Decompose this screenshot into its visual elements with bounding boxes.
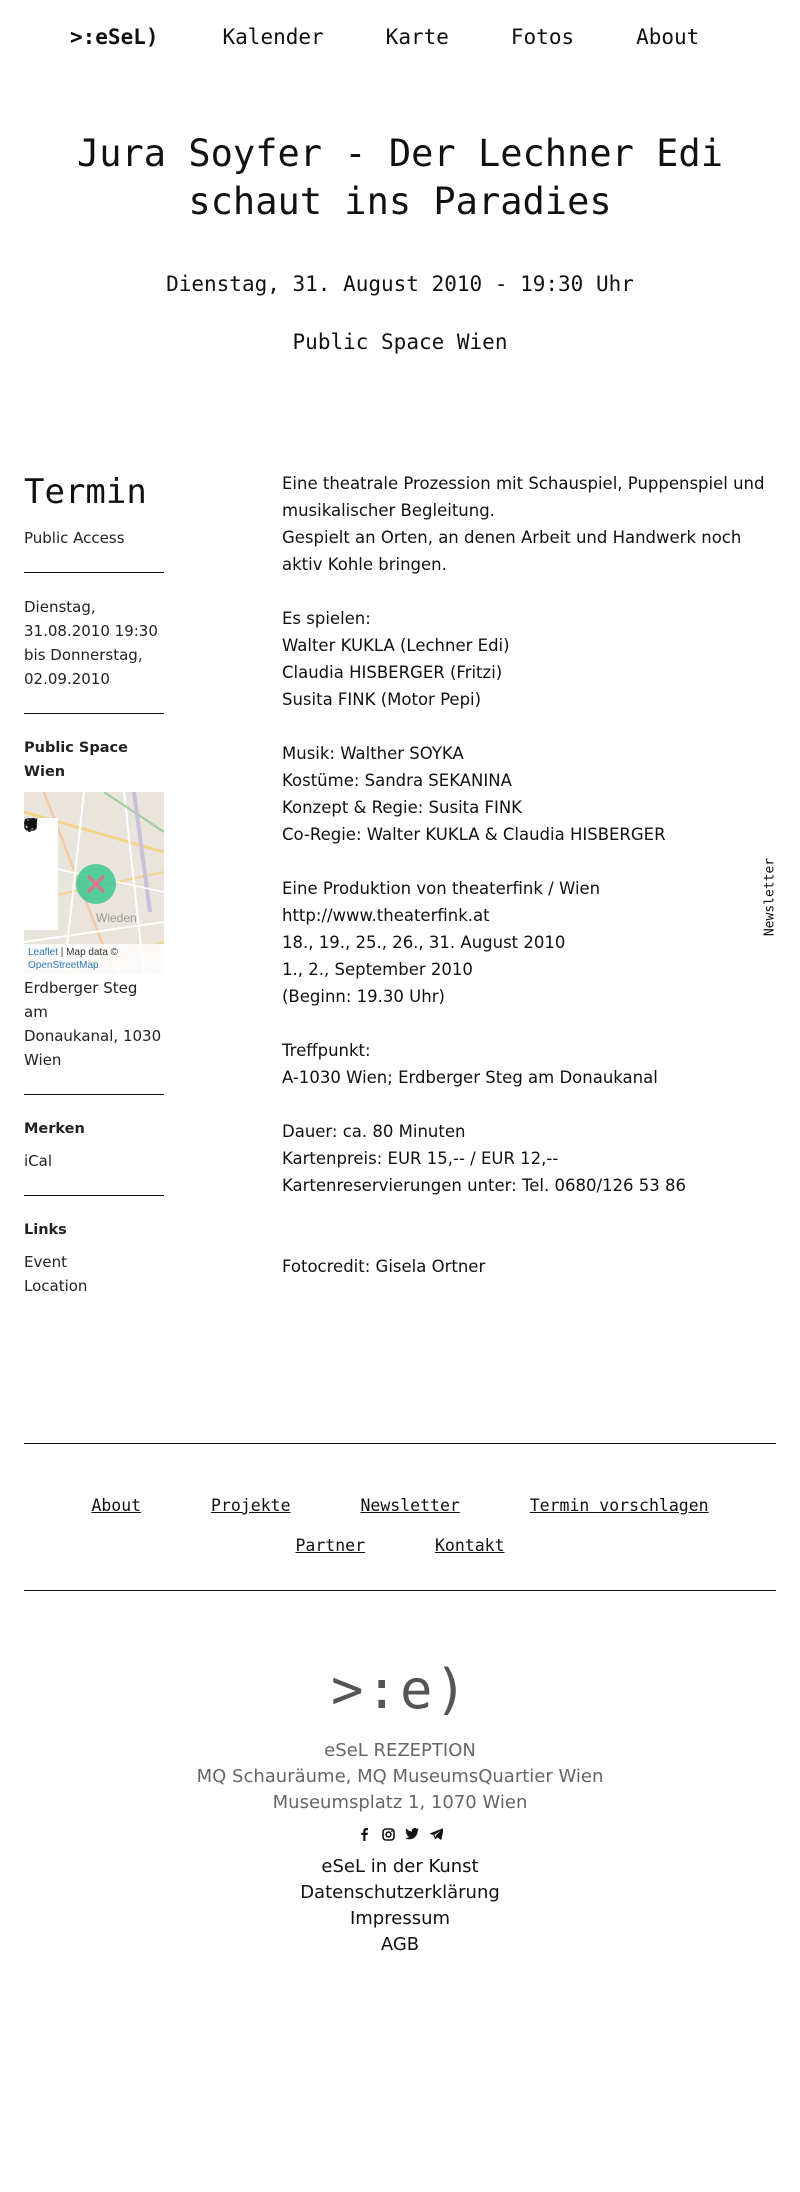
footer-link-impressum[interactable]: Impressum: [349, 1908, 451, 1929]
footer-link-projekte[interactable]: Projekte: [211, 1496, 291, 1515]
text-line: Susita FINK (Motor Pepi): [282, 690, 482, 709]
main-nav: [70, 22, 730, 52]
date-line: Dienstag,: [24, 598, 96, 616]
location-title-line: Public Space: [24, 740, 128, 756]
footer-link-esel-kunst[interactable]: eSeL in der Kunst: [321, 1856, 479, 1877]
event-date: Dienstag, 31. August 2010 - 19:30 Uhr: [166, 272, 634, 296]
text-line: 18., 19., 25., 26., 31. August 2010: [282, 933, 566, 952]
social-share-strip: [24, 818, 58, 930]
location-address: [24, 976, 164, 1072]
text-line: Es spielen:: [282, 609, 371, 628]
text-line: Eine Produktion von theaterfink / Wien: [282, 879, 601, 898]
text-line: Kartenpreis: EUR 15,-- / EUR 12,--: [282, 1149, 559, 1168]
text-line: Claudia HISBERGER (Fritzi): [282, 663, 503, 682]
footer-link-termin-vorschlagen[interactable]: Termin vorschlagen: [529, 1496, 709, 1515]
osm-link[interactable]: OpenStreetMap: [28, 960, 99, 971]
map-district-label: Wieden: [96, 911, 137, 925]
instagram-icon[interactable]: [380, 1826, 396, 1842]
footer-rule-bottom: [24, 1590, 776, 1591]
twitter-icon[interactable]: [33, 879, 49, 895]
text-line: aktiv Kohle bringen.: [282, 555, 447, 574]
nav-item-karte[interactable]: Karte: [385, 25, 449, 49]
text-line: Treffpunkt:: [282, 1041, 371, 1060]
paragraph-tickets: [282, 1118, 782, 1199]
footer-link-about[interactable]: About: [91, 1496, 142, 1515]
text-line: Eine theatrale Prozession mit Schauspiel, Puppenspiel und: [282, 474, 765, 493]
location-link[interactable]: Location: [24, 1277, 88, 1295]
paragraph-meeting-point: [282, 1037, 782, 1091]
divider: [24, 572, 164, 573]
footer-link-newsletter[interactable]: Newsletter: [360, 1496, 460, 1515]
event-venue: Public Space Wien: [292, 330, 508, 354]
location-title-line: Wien: [24, 764, 66, 780]
leaflet-link[interactable]: Leaflet: [28, 947, 59, 958]
location-map[interactable]: [24, 792, 164, 974]
divider: [24, 713, 164, 714]
merken-title: Merken: [24, 1121, 85, 1137]
text-line: (Beginn: 19.30 Uhr): [282, 987, 445, 1006]
event-sidebar: [24, 470, 164, 1298]
footer-link-partner[interactable]: Partner: [295, 1536, 366, 1555]
divider: [24, 1195, 164, 1196]
text-line: Co-Regie: Walter KUKLA & Claudia HISBERGER: [282, 825, 666, 844]
date-line: 31.08.2010 19:30: [24, 622, 158, 640]
footer-links-row: [24, 1486, 776, 1526]
telegram-icon[interactable]: [33, 904, 49, 920]
footer-legal: [0, 1854, 800, 1958]
text-line: 1., 2., September 2010: [282, 960, 473, 979]
production-url[interactable]: http://www.theaterfink.at: [282, 906, 490, 925]
instagram-icon[interactable]: [33, 854, 49, 870]
footer-link-kontakt[interactable]: Kontakt: [434, 1536, 505, 1555]
footer-links-row: [24, 1526, 776, 1566]
paragraph-photo-credit: [282, 1253, 782, 1280]
access-label: Public Access: [24, 529, 125, 547]
twitter-icon[interactable]: [404, 1826, 420, 1842]
paragraph-intro: [282, 470, 782, 578]
divider: [24, 1094, 164, 1095]
address-line: Erdberger Steg am: [24, 979, 138, 1021]
footer-link-datenschutz[interactable]: Datenschutzerklärung: [300, 1882, 500, 1903]
ical-link[interactable]: iCal: [24, 1152, 53, 1170]
footer-logo: >:e): [330, 1658, 470, 1721]
telegram-icon[interactable]: [428, 1826, 444, 1842]
date-line: 02.09.2010: [24, 670, 110, 688]
map-attribution: [24, 944, 164, 974]
text-line: Konzept & Regie: Susita FINK: [282, 798, 523, 817]
text-line: A-1030 Wien; Erdberger Steg am Donaukanal: [282, 1068, 658, 1087]
location-title: [24, 736, 164, 784]
event-link[interactable]: Event: [24, 1253, 67, 1271]
text-line: Musik: Walther SOYKA: [282, 744, 464, 763]
paragraph-production: [282, 875, 782, 1010]
address-line: Donaukanal, 1030: [24, 1027, 162, 1045]
address-line: Wien: [24, 1051, 62, 1069]
nav-item-about[interactable]: About: [636, 25, 700, 49]
footer-links: [24, 1486, 776, 1566]
newsletter-side-tab[interactable]: [758, 855, 782, 939]
event-date-range: [24, 595, 164, 691]
address-line: MQ Schauräume, MQ MuseumsQuartier Wien: [196, 1766, 604, 1787]
footer-rule-top: [24, 1443, 776, 1444]
text-line: musikalischer Begleitung.: [282, 501, 495, 520]
paragraph-cast: [282, 605, 782, 713]
facebook-icon[interactable]: [356, 1826, 372, 1842]
text-line: Kartenreservierungen unter: Tel. 0680/126 53 86: [282, 1176, 686, 1195]
attribution-text: | Map data ©: [58, 947, 119, 958]
text-line: Dauer: ca. 80 Minuten: [282, 1122, 466, 1141]
footer-address: [0, 1738, 800, 1816]
sidebar-heading: Termin: [24, 472, 147, 512]
address-line: eSeL REZEPTION: [324, 1740, 476, 1761]
nav-item-kalender[interactable]: Kalender: [222, 25, 324, 49]
paragraph-credits: [282, 740, 782, 848]
nav-item-fotos[interactable]: Fotos: [510, 25, 575, 49]
footer-link-agb[interactable]: AGB: [380, 1934, 420, 1955]
text-line: Kostüme: Sandra SEKANINA: [282, 771, 512, 790]
text-line: Walter KUKLA (Lechner Edi): [282, 636, 510, 655]
text-line: Fotocredit: Gisela Ortner: [282, 1257, 486, 1276]
links-title: Links: [24, 1222, 67, 1238]
event-description: [282, 470, 782, 1280]
newsletter-side-tab-label: Newsletter: [762, 857, 778, 937]
event-title: Jura Soyfer - Der Lechner Edi schaut ins Paradies: [76, 132, 723, 223]
footer-social: [0, 1826, 800, 1842]
date-line: bis Donnerstag,: [24, 646, 143, 664]
text-line: Gespielt an Orten, an denen Arbeit und Handwerk noch: [282, 528, 742, 547]
site-logo[interactable]: >:eSeL): [70, 25, 159, 49]
address-line: Museumsplatz 1, 1070 Wien: [272, 1792, 528, 1813]
